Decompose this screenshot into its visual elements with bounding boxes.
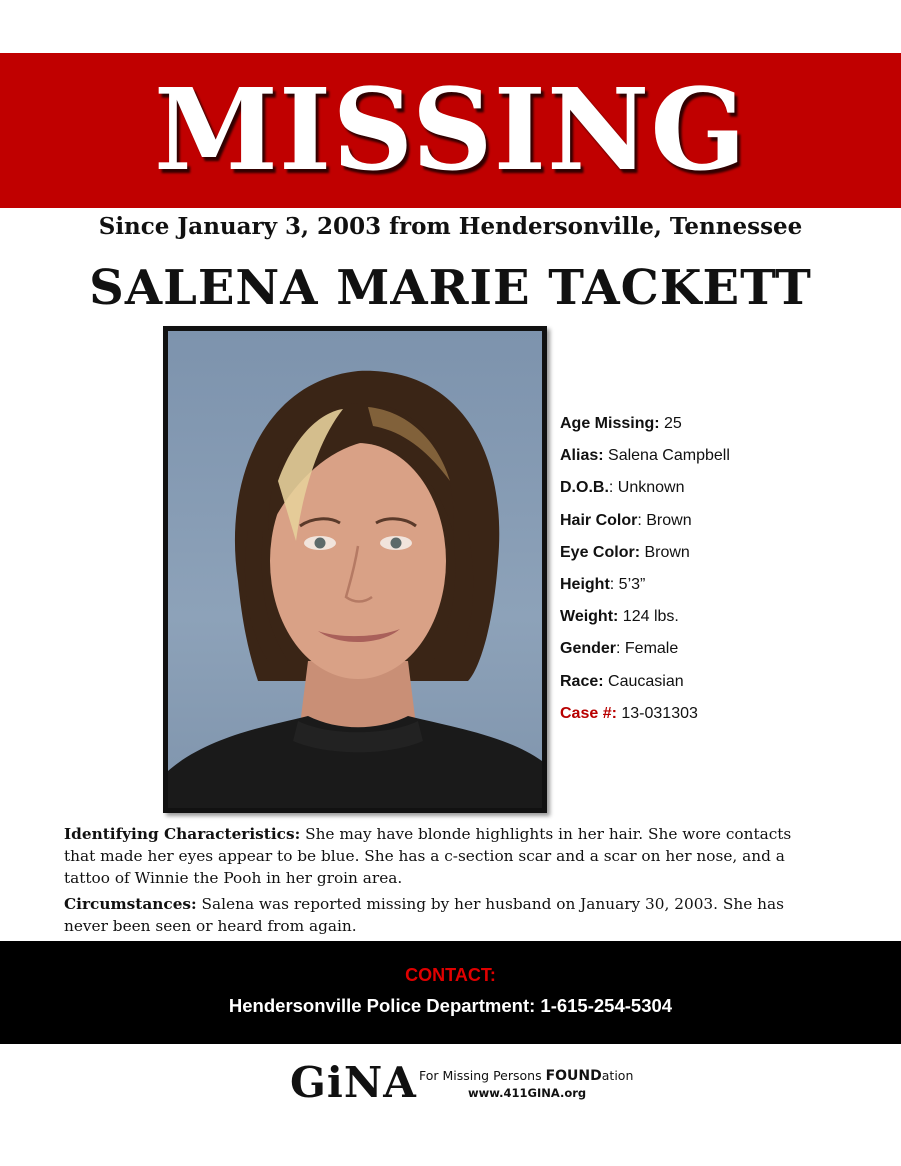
portrait-illustration — [168, 331, 542, 808]
tagline-found: FOUND — [545, 1068, 602, 1084]
detail-gender — [560, 633, 880, 665]
detail-value: : Unknown — [608, 479, 685, 497]
detail-height — [560, 569, 880, 601]
detail-label: Alias: — [560, 447, 604, 465]
detail-hair-color — [560, 505, 880, 537]
circumstances-text: Salena was reported missing by her husband on January 30, 2003. She has never been seen or heard from again. — [64, 895, 784, 935]
person-name: SALENA MARIE TACKETT — [89, 260, 812, 316]
details-list — [560, 408, 880, 730]
detail-value: Caucasian — [603, 672, 684, 690]
detail-value: 124 lbs. — [618, 608, 679, 626]
missing-banner — [0, 53, 901, 208]
detail-label: Eye Color: — [560, 543, 641, 561]
contact-label: CONTACT: — [405, 965, 496, 985]
detail-eye-color — [560, 537, 880, 569]
detail-value: : 5’3” — [609, 575, 646, 593]
detail-weight — [560, 601, 880, 633]
detail-value: : Female — [616, 640, 679, 658]
circumstances-label: Circumstances: — [64, 895, 197, 913]
gina-logo — [290, 1059, 650, 1109]
person-photo — [168, 331, 542, 808]
identifying-text: She may have blonde highlights in her hair. She wore contacts that made her eyes appear to be blue. She has a c-section scar and a scar on her nose, and a tattoo of Winnie the Pooh in her groin area. — [64, 825, 792, 887]
detail-label: Hair Color — [560, 511, 638, 529]
detail-value: 13-031303 — [616, 704, 698, 722]
tagline-prefix: For Missing Persons — [419, 1068, 546, 1083]
detail-label: D.O.B. — [560, 479, 609, 497]
contact-bar — [0, 941, 901, 1044]
identifying-label: Identifying Characteristics: — [64, 825, 301, 843]
identifying-characteristics — [64, 823, 824, 889]
detail-label: Gender — [560, 640, 617, 658]
contact-info: Hendersonville Police Department: 1-615-254-5304 — [228, 995, 673, 1016]
detail-value: Brown — [640, 543, 690, 561]
detail-value: : Brown — [637, 511, 692, 529]
detail-alias — [560, 440, 880, 472]
detail-case-number — [560, 698, 880, 730]
missing-since-line: Since January 3, 2003 from Hendersonville, Tennessee — [98, 213, 803, 240]
detail-race — [560, 666, 880, 698]
circumstances — [64, 893, 824, 937]
detail-dob — [560, 472, 880, 504]
detail-label: Age Missing: — [560, 415, 660, 432]
detail-value: Salena Campbell — [603, 447, 730, 465]
tagline-suffix: ation — [601, 1068, 634, 1083]
detail-label: Case #: — [560, 704, 617, 722]
detail-label: Weight: — [560, 608, 619, 626]
banner-title: MISSING — [153, 64, 748, 196]
gina-tagline — [419, 1068, 633, 1084]
detail-age-missing — [560, 408, 880, 440]
gina-logo-mark: GiNA — [290, 1058, 417, 1107]
detail-label: Height — [560, 575, 610, 593]
detail-label: Race: — [560, 672, 604, 690]
gina-url: www.411GINA.org — [468, 1086, 587, 1100]
detail-value: 25 — [659, 415, 682, 432]
photo-frame — [163, 326, 547, 813]
